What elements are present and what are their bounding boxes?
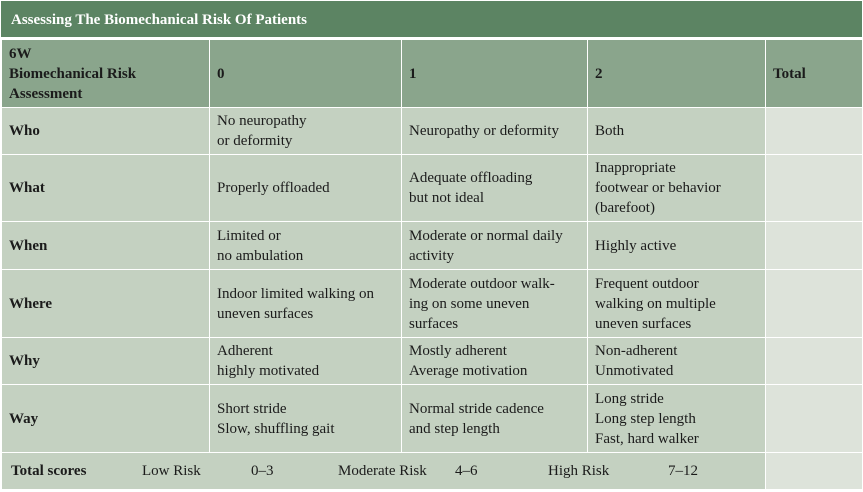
table-title: Assessing The Biomechanical Risk Of Patients	[1, 1, 862, 39]
header-total: Total	[766, 40, 863, 108]
cell-score-0: No neuropathy or deformity	[210, 108, 402, 155]
header-score-1: 1	[402, 40, 588, 108]
cell-score-0: Properly offloaded	[210, 155, 402, 222]
cell-score-2: Frequent outdoor walking on multiple uneven surfaces	[588, 270, 766, 338]
total-scores-row	[2, 453, 863, 490]
moderate-risk-label: Moderate Risk	[338, 463, 427, 479]
risk-table	[1, 39, 863, 490]
cell-score-0: Indoor limited walking on uneven surfaces	[210, 270, 402, 338]
grand-total-cell[interactable]	[766, 453, 863, 490]
risk-assessment-table-container	[1, 1, 862, 490]
cell-score-0: Short stride Slow, shuffling gait	[210, 385, 402, 453]
row-label: Where	[2, 270, 210, 338]
high-risk-label: High Risk	[548, 463, 610, 479]
cell-score-2: Highly active	[588, 222, 766, 270]
cell-score-1: Adequate offloading but not ideal	[402, 155, 588, 222]
row-label: Why	[2, 338, 210, 385]
low-risk-label: Low Risk	[142, 463, 201, 479]
cell-score-2: Inappropriate footwear or behavior (barefoot)	[588, 155, 766, 222]
cell-score-0: Limited or no ambulation	[210, 222, 402, 270]
moderate-risk-range: 4–6	[455, 463, 478, 479]
total-scores-label: Total scores	[11, 463, 87, 479]
total-input-cell[interactable]	[766, 108, 863, 155]
cell-score-1: Moderate outdoor walk- ing on some uneven surfaces	[402, 270, 588, 338]
total-input-cell[interactable]	[766, 222, 863, 270]
table-row	[2, 222, 863, 270]
header-row	[2, 40, 863, 108]
cell-score-1: Neuropathy or deformity	[402, 108, 588, 155]
row-label: What	[2, 155, 210, 222]
table-row	[2, 338, 863, 385]
table-row	[2, 385, 863, 453]
total-input-cell[interactable]	[766, 155, 863, 222]
cell-score-1: Moderate or normal daily activity	[402, 222, 588, 270]
cell-score-2: Long stride Long step length Fast, hard walker	[588, 385, 766, 453]
row-label: When	[2, 222, 210, 270]
table-row	[2, 155, 863, 222]
total-input-cell[interactable]	[766, 270, 863, 338]
cell-score-1: Normal stride cadence and step length	[402, 385, 588, 453]
total-input-cell[interactable]	[766, 385, 863, 453]
header-assessment: 6W Biomechanical Risk Assessment	[2, 40, 210, 108]
header-score-2: 2	[588, 40, 766, 108]
cell-score-0: Adherent highly motivated	[210, 338, 402, 385]
high-risk-range: 7–12	[668, 463, 698, 479]
total-input-cell[interactable]	[766, 338, 863, 385]
row-label: Way	[2, 385, 210, 453]
cell-score-1: Mostly adherent Average motivation	[402, 338, 588, 385]
table-row	[2, 270, 863, 338]
header-score-0: 0	[210, 40, 402, 108]
row-label: Who	[2, 108, 210, 155]
total-scores-legend	[2, 453, 766, 490]
low-risk-range: 0–3	[251, 463, 274, 479]
table-row	[2, 108, 863, 155]
cell-score-2: Non-adherent Unmotivated	[588, 338, 766, 385]
cell-score-2: Both	[588, 108, 766, 155]
